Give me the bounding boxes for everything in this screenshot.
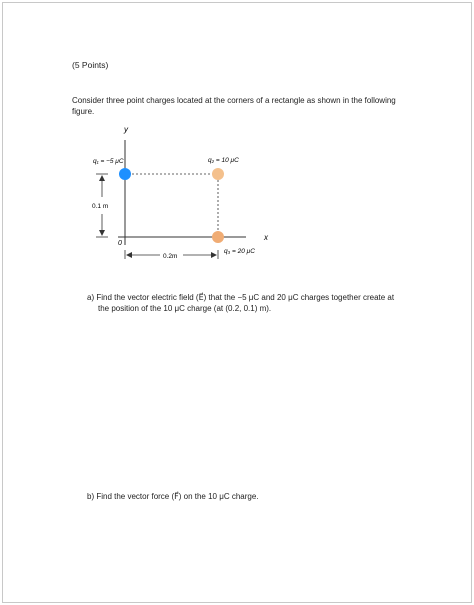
q2-label: q₂ = 10 μC xyxy=(208,157,239,164)
points-heading: (5 Points) xyxy=(72,60,109,70)
origin-label: 0 xyxy=(118,240,122,247)
intro-text-line1: Consider three point charges located at the corners of a rectangle as shown in the following xyxy=(72,96,396,105)
width-dim-label: 0.2m xyxy=(163,253,178,260)
q3-label: q₃ = 20 μC xyxy=(224,248,255,255)
x-axis-label: x xyxy=(264,233,268,242)
q1-label: q₁ = −5 μC xyxy=(93,158,124,165)
y-axis-label: y xyxy=(124,125,128,134)
height-dim-label: 0.1 m xyxy=(92,203,109,210)
question-a-line1: a) Find the vector electric field (E⃗) that the −5 μC and 20 μC charges together create at xyxy=(87,293,395,302)
question-a-line2: the position of the 10 μC charge (at (0.2, 0.1) m). xyxy=(98,304,272,313)
intro-text-line2: figure. xyxy=(72,107,95,116)
question-b: b) Find the vector force (F⃗) on the 10 μC charge. xyxy=(87,492,259,501)
